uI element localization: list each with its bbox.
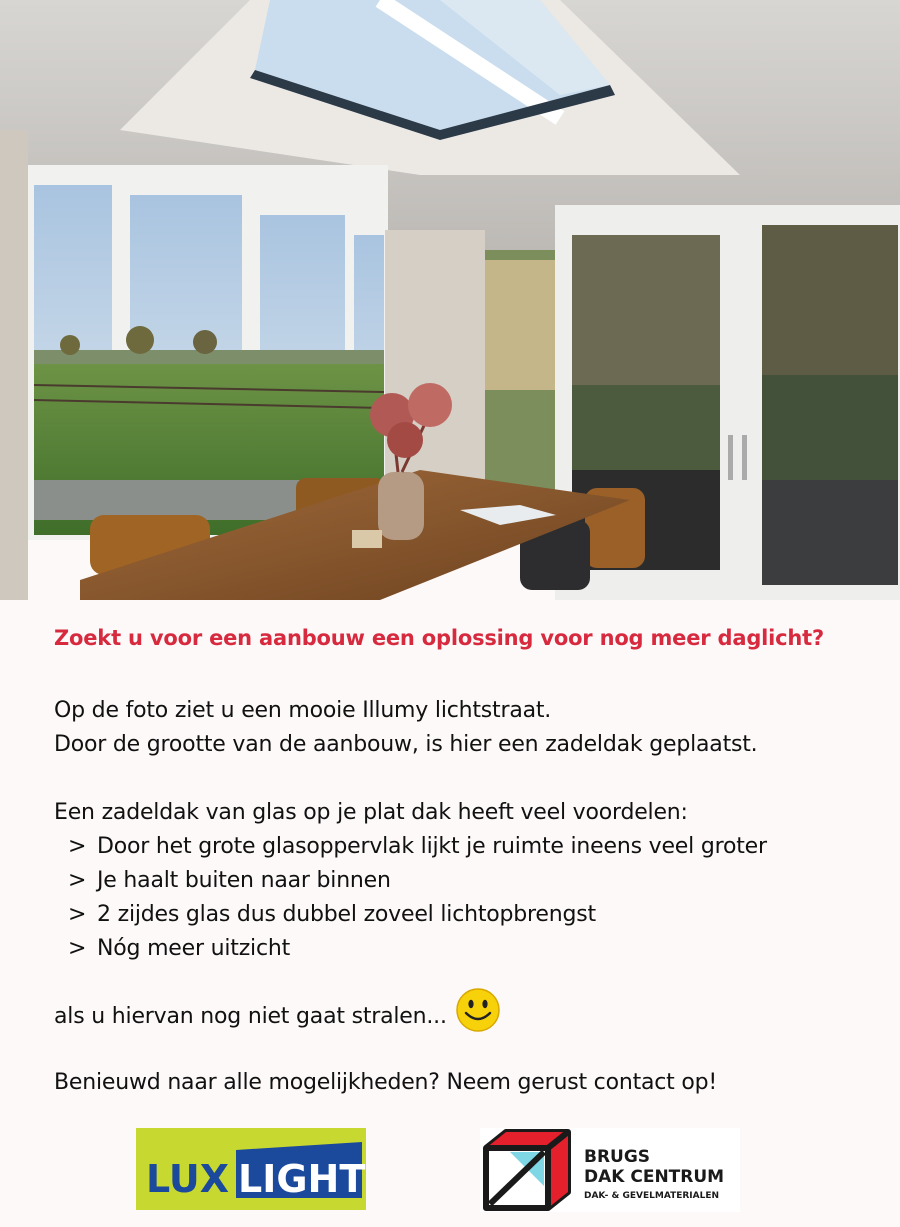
- brugs-line2: DAK CENTRUM: [584, 1167, 725, 1187]
- bullet-marker: >: [68, 834, 87, 859]
- intro-line: Door de grootte van de aanbouw, is hier een zadeldak geplaatst.: [54, 732, 758, 757]
- smiley-icon: [455, 987, 501, 1033]
- benefits-section: [54, 796, 880, 966]
- benefit-item: [54, 830, 880, 864]
- benefit-text: Door het grote glasoppervlak lijkt je ruimte ineens veel groter: [97, 834, 767, 859]
- benefit-item: [54, 932, 880, 966]
- bullet-marker: >: [68, 868, 87, 893]
- benefits-intro: Een zadeldak van glas op je plat dak heeft veel voordelen:: [54, 800, 688, 825]
- closing-line: als u hiervan nog niet gaat stralen...: [54, 1004, 447, 1029]
- benefit-text: Nóg meer uitzicht: [97, 936, 291, 961]
- benefit-text: 2 zijdes glas dus dubbel zoveel lichtopbrengst: [97, 902, 596, 927]
- luxlight-text-light: LIGHT: [238, 1157, 366, 1201]
- bullet-marker: >: [68, 936, 87, 961]
- brugs-line3: DAK- & GEVELMATERIALEN: [584, 1191, 720, 1201]
- closing-line-row: [54, 1000, 880, 1034]
- brugs-dak-centrum-logo: [480, 1128, 740, 1212]
- benefit-text: Je haalt buiten naar binnen: [97, 868, 391, 893]
- intro-line: Op de foto ziet u een mooie Illumy lichtstraat.: [54, 698, 552, 723]
- intro-text: [54, 694, 880, 762]
- bullet-marker: >: [68, 902, 87, 927]
- luxlight-text-lux: LUX: [146, 1157, 230, 1201]
- benefit-item: [54, 864, 880, 898]
- contact-line: Benieuwd naar alle mogelijkheden? Neem gerust contact op!: [54, 1070, 718, 1095]
- headline: Zoekt u voor een aanbouw een oplossing voor nog meer daglicht?: [54, 626, 824, 650]
- brugs-line1: BRUGS: [584, 1147, 651, 1167]
- benefit-item: [54, 898, 880, 932]
- hero-photo: [0, 0, 900, 600]
- luxlight-logo: [136, 1128, 366, 1210]
